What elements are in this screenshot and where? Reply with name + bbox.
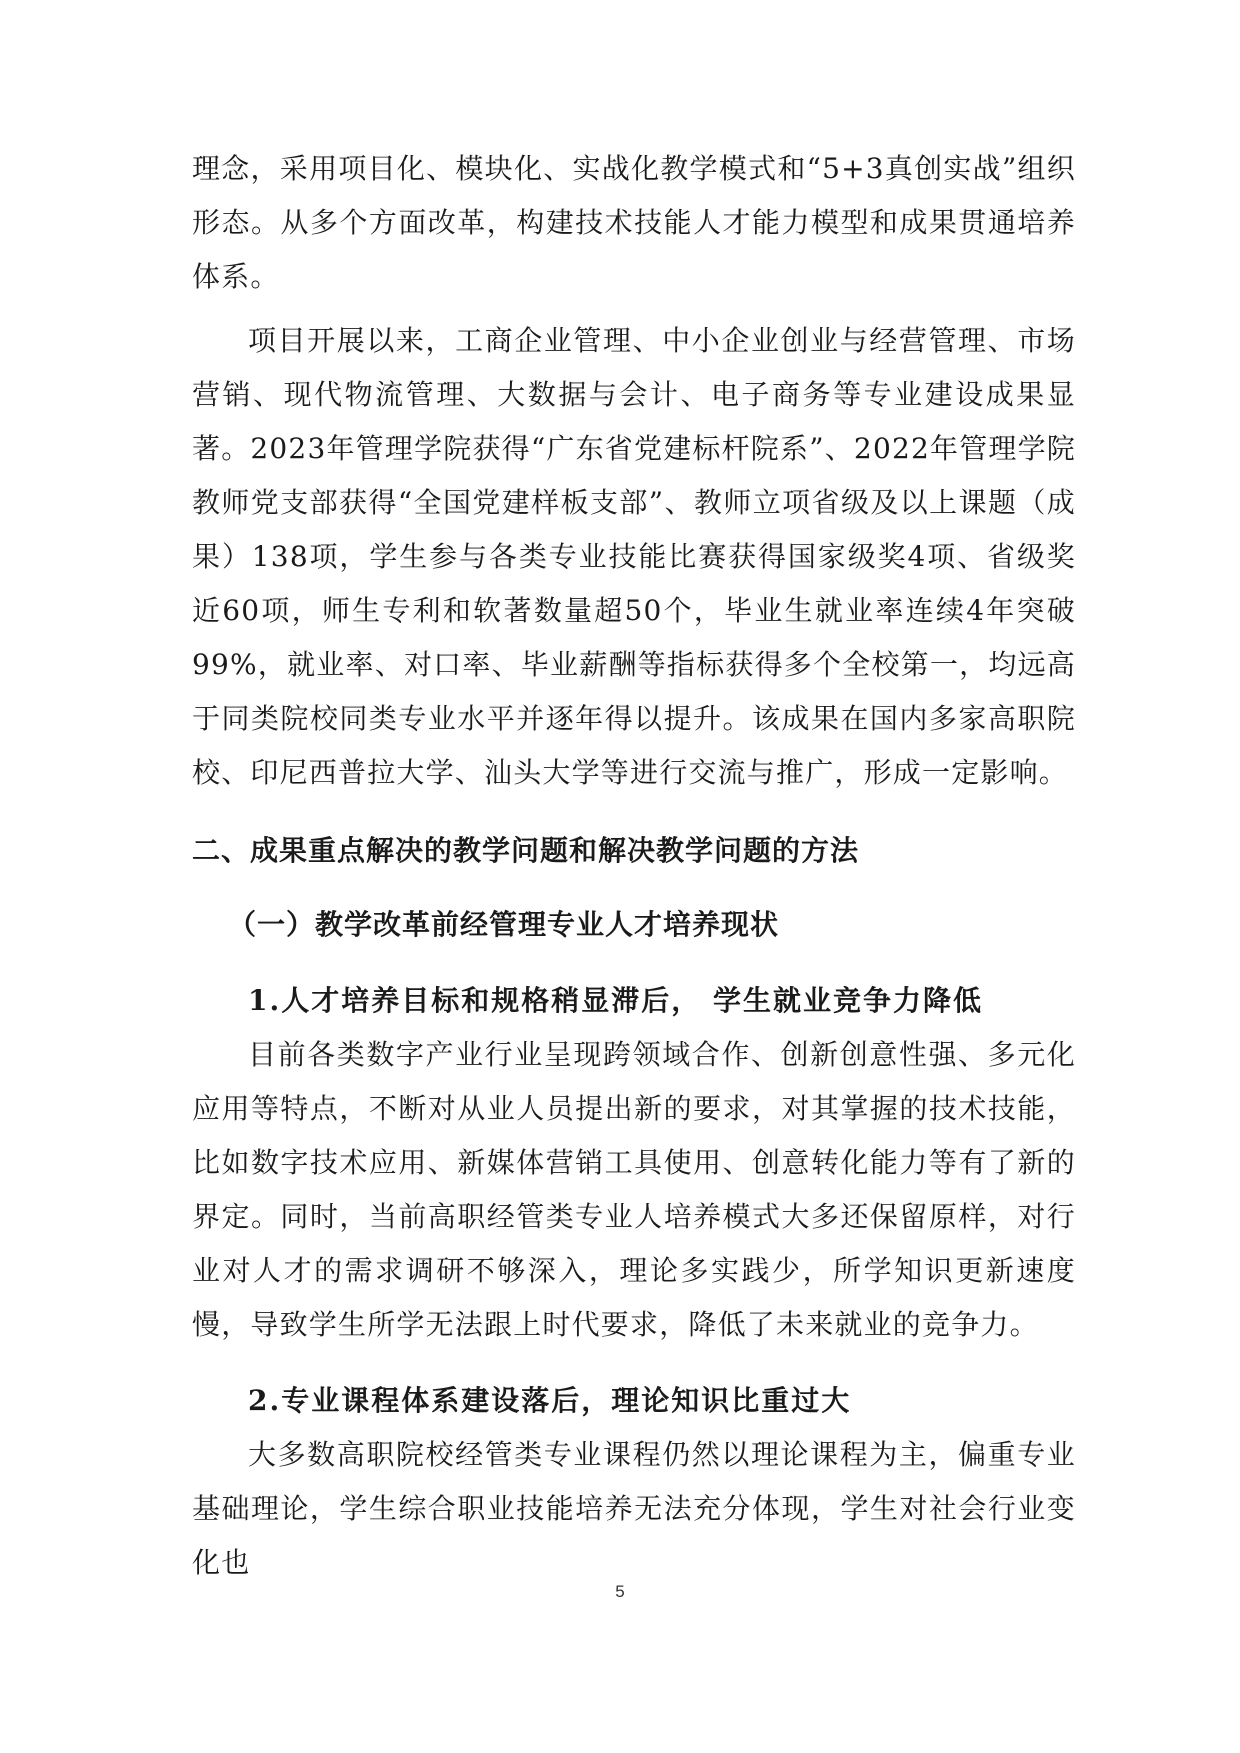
paragraph-continuation: 理念，采用项目化、模块化、实战化教学模式和“5+3真创实战”组织形态。从多个方面改革，构建技术技能人才能力模型和成果贯通培养体系。: [192, 152, 1076, 293]
paragraph-achievements: 项目开展以来，工商企业管理、中小企业创业与经营管理、市场营销、现代物流管理、大数据与会计、电子商务等专业建设成果显著。2023年管理学院获得“广东省党建标杆院系”、2022年管理学院教师党支部获得“全国党建样板支部”、教师立项省级及以上课题（成果）138项，学生参与各类专业技能比赛获得国家级奖4项、省级奖近60项，师生专利和软著数量超50个，毕业生就业率连续4年突破99%，就业率、对口率、毕业薪酬等指标获得多个全校第一，均远高于同类院校同类专业水平并逐年得以提升。该成果在国内多家高职院校、印尼西普拉大学、汕头大学等进行交流与推广，形成一定影响。: [192, 324, 1076, 789]
item-heading-1: 1.人才培养目标和规格稍显滞后， 学生就业竞争力降低: [248, 984, 983, 1017]
paragraph-item-1: 目前各类数字产业行业呈现跨领域合作、创新创意性强、多元化应用等特点，不断对从业人员提出新的要求，对其掌握的技术技能，比如数字技术应用、新媒体营销工具使用、创意转化能力等有了新的界定。同时，当前高职经管类专业人培养模式大多还保留原样，对行业对人才的需求调研不够深入，理论多实践少，所学知识更新速度慢，导致学生所学无法跟上时代要求，降低了未来就业的竞争力。: [192, 1038, 1076, 1341]
item-heading-2: 2.专业课程体系建设落后，理论知识比重过大: [248, 1384, 852, 1417]
page-content: [192, 142, 1076, 1590]
page-number: 5: [615, 1582, 625, 1601]
paragraph-item-2: 大多数高职院校经管类专业课程仍然以理论课程为主，偏重专业基础理论，学生综合职业技能培养无法充分体现，学生对社会行业变化也: [192, 1438, 1076, 1579]
section-heading: 二、成果重点解决的教学问题和解决教学问题的方法: [192, 834, 860, 867]
subsection-heading: （一）教学改革前经管理专业人才培养现状: [228, 908, 780, 941]
